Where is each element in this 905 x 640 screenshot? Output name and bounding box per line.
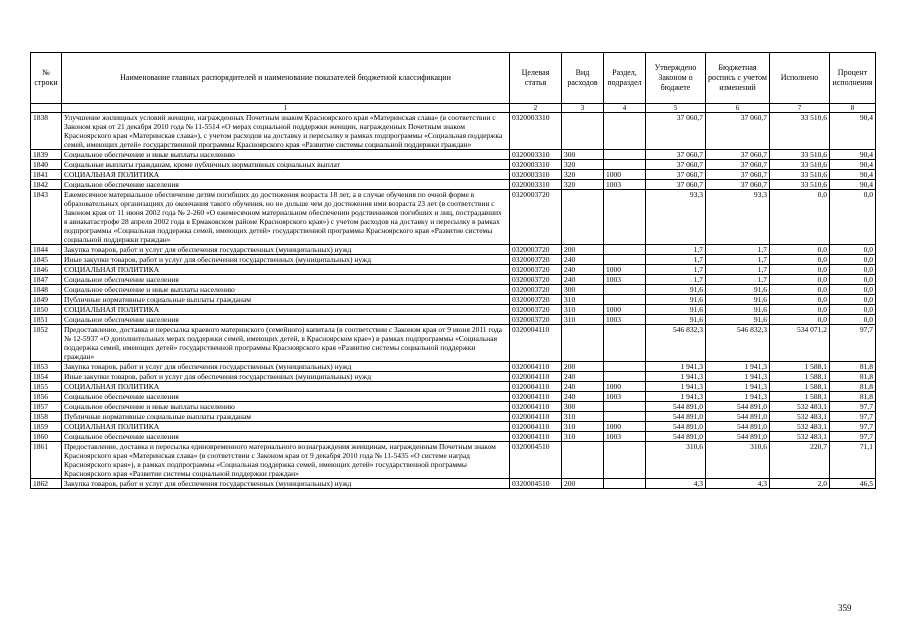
column-number: 4 xyxy=(604,104,646,113)
execution-percent: 0,0 xyxy=(830,285,876,295)
executed-amount: 0,0 xyxy=(770,245,830,255)
roster-amount: 37 060,7 xyxy=(706,180,770,190)
column-number: 7 xyxy=(770,104,830,113)
execution-percent: 0,0 xyxy=(830,275,876,285)
expense-type: 320 xyxy=(562,180,604,190)
executed-amount: 33 510,6 xyxy=(770,170,830,180)
row-name: Социальное обеспечение населения xyxy=(62,275,510,285)
approved-amount: 37 060,7 xyxy=(646,113,706,150)
target-article: 0320003310 xyxy=(510,180,562,190)
expense-type xyxy=(562,113,604,150)
row-name: Улучшение жилищных условий женщин, награжденных Почетным знаком Красноярского края «Материнская слава» (в соответствии с Законом края от 21 декабря 2010 года № 11-5514 «О мерах социальной поддержки женщин, награжденных Почетным знаком Красноярского края «Материнская слава»), с учетом расходов на доставку и пересылку в рамках подпрограммы «Социальная поддержка семей, имеющих детей» государственной программы Красноярского края «Развитие системы социальной поддержки граждан» xyxy=(62,113,510,150)
roster-amount: 544 891,0 xyxy=(706,422,770,432)
table-row xyxy=(31,275,876,285)
section-code xyxy=(604,150,646,160)
row-name: Социальное обеспечение и иные выплаты населению xyxy=(62,285,510,295)
table-row xyxy=(31,150,876,160)
executed-amount: 2,0 xyxy=(770,479,830,489)
table-row xyxy=(31,432,876,442)
section-code: 1003 xyxy=(604,432,646,442)
column-number: 5 xyxy=(646,104,706,113)
executed-amount: 0,0 xyxy=(770,295,830,305)
table-body xyxy=(31,113,876,489)
roster-amount: 91,6 xyxy=(706,285,770,295)
roster-amount: 1 941,3 xyxy=(706,372,770,382)
approved-amount: 310,6 xyxy=(646,442,706,479)
table-row xyxy=(31,362,876,372)
row-number: 1854 xyxy=(31,372,62,382)
roster-amount: 544 891,0 xyxy=(706,402,770,412)
approved-amount: 1 941,3 xyxy=(646,382,706,392)
roster-amount: 1,7 xyxy=(706,245,770,255)
expense-type: 320 xyxy=(562,160,604,170)
row-name: Социальное обеспечение населения xyxy=(62,315,510,325)
roster-amount: 1,7 xyxy=(706,275,770,285)
expense-type: 240 xyxy=(562,392,604,402)
execution-percent: 81,8 xyxy=(830,372,876,382)
approved-amount: 93,3 xyxy=(646,190,706,245)
target-article: 0320003720 xyxy=(510,245,562,255)
executed-amount: 0,0 xyxy=(770,305,830,315)
executed-amount: 220,7 xyxy=(770,442,830,479)
row-number: 1843 xyxy=(31,190,62,245)
row-name: Социальное обеспечение населения xyxy=(62,392,510,402)
roster-amount: 37 060,7 xyxy=(706,150,770,160)
target-article: 0320004110 xyxy=(510,422,562,432)
table-row xyxy=(31,255,876,265)
row-number: 1853 xyxy=(31,362,62,372)
section-code: 1000 xyxy=(604,382,646,392)
row-name: СОЦИАЛЬНАЯ ПОЛИТИКА xyxy=(62,382,510,392)
header-target-article: Целевая статья xyxy=(510,53,562,104)
row-name: СОЦИАЛЬНАЯ ПОЛИТИКА xyxy=(62,265,510,275)
expense-type: 310 xyxy=(562,295,604,305)
expense-type: 310 xyxy=(562,305,604,315)
approved-amount: 544 891,0 xyxy=(646,412,706,422)
table-row xyxy=(31,325,876,362)
roster-amount: 37 060,7 xyxy=(706,170,770,180)
section-code: 1000 xyxy=(604,170,646,180)
header-row-number: № строки xyxy=(31,53,62,104)
approved-amount: 1,7 xyxy=(646,275,706,285)
header-expense-type: Вид расходов xyxy=(562,53,604,104)
execution-percent: 0,0 xyxy=(830,255,876,265)
section-code xyxy=(604,372,646,382)
row-name: СОЦИАЛЬНАЯ ПОЛИТИКА xyxy=(62,305,510,315)
expense-type xyxy=(562,190,604,245)
row-number: 1851 xyxy=(31,315,62,325)
target-article: 0320003720 xyxy=(510,275,562,285)
executed-amount: 0,0 xyxy=(770,255,830,265)
table-row xyxy=(31,305,876,315)
roster-amount: 91,6 xyxy=(706,315,770,325)
target-article: 0320003720 xyxy=(510,315,562,325)
roster-amount: 1 941,3 xyxy=(706,362,770,372)
row-number: 1858 xyxy=(31,412,62,422)
expense-type: 300 xyxy=(562,402,604,412)
approved-amount: 544 891,0 xyxy=(646,432,706,442)
budget-table xyxy=(30,52,876,489)
target-article: 0320003310 xyxy=(510,150,562,160)
expense-type: 240 xyxy=(562,372,604,382)
execution-percent: 0,0 xyxy=(830,295,876,305)
execution-percent: 0,0 xyxy=(830,305,876,315)
table-row xyxy=(31,170,876,180)
row-name: Публичные нормативные социальные выплаты гражданам xyxy=(62,295,510,305)
roster-amount: 93,3 xyxy=(706,190,770,245)
execution-percent: 90,4 xyxy=(830,170,876,180)
section-code: 1000 xyxy=(604,422,646,432)
approved-amount: 91,6 xyxy=(646,315,706,325)
approved-amount: 37 060,7 xyxy=(646,150,706,160)
section-code xyxy=(604,190,646,245)
table-row xyxy=(31,412,876,422)
approved-amount: 91,6 xyxy=(646,285,706,295)
row-number: 1844 xyxy=(31,245,62,255)
roster-amount: 544 891,0 xyxy=(706,432,770,442)
table-row xyxy=(31,442,876,479)
executed-amount: 0,0 xyxy=(770,265,830,275)
expense-type: 320 xyxy=(562,170,604,180)
row-name: Социальное обеспечение и иные выплаты населению xyxy=(62,402,510,412)
roster-amount: 546 832,3 xyxy=(706,325,770,362)
section-code: 1000 xyxy=(604,265,646,275)
approved-amount: 37 060,7 xyxy=(646,170,706,180)
row-number: 1842 xyxy=(31,180,62,190)
roster-amount: 310,6 xyxy=(706,442,770,479)
executed-amount: 33 510,6 xyxy=(770,113,830,150)
header-budget-roster: Бюджетная роспись с учетом изменений xyxy=(706,53,770,104)
row-name: Социальные выплаты гражданам, кроме публичных нормативных социальных выплат xyxy=(62,160,510,170)
approved-amount: 1,7 xyxy=(646,245,706,255)
row-number: 1862 xyxy=(31,479,62,489)
roster-amount: 91,6 xyxy=(706,305,770,315)
roster-amount: 1 941,3 xyxy=(706,392,770,402)
row-name: Публичные нормативные социальные выплаты гражданам xyxy=(62,412,510,422)
expense-type: 240 xyxy=(562,255,604,265)
expense-type: 310 xyxy=(562,422,604,432)
row-name: Закупка товаров, работ и услуг для обеспечения государственных (муниципальных) нужд xyxy=(62,245,510,255)
row-name: Иные закупки товаров, работ и услуг для обеспечения государственных (муниципальных) нужд xyxy=(62,255,510,265)
column-number: 6 xyxy=(706,104,770,113)
execution-percent: 90,4 xyxy=(830,113,876,150)
executed-amount: 1 588,1 xyxy=(770,392,830,402)
approved-amount: 1,7 xyxy=(646,265,706,275)
header-approved: Утверждено Законом о бюджете xyxy=(646,53,706,104)
table-row xyxy=(31,422,876,432)
table-row xyxy=(31,180,876,190)
row-number: 1840 xyxy=(31,160,62,170)
header-name: Наименование главных распорядителей и наименование показателей бюджетной классификации xyxy=(62,53,510,104)
expense-type: 300 xyxy=(562,150,604,160)
target-article: 0320004110 xyxy=(510,325,562,362)
row-number: 1847 xyxy=(31,275,62,285)
table-row xyxy=(31,285,876,295)
table-row xyxy=(31,245,876,255)
execution-percent: 97,7 xyxy=(830,432,876,442)
executed-amount: 1 588,1 xyxy=(770,362,830,372)
header-executed: Исполнено xyxy=(770,53,830,104)
expense-type: 240 xyxy=(562,275,604,285)
approved-amount: 1,7 xyxy=(646,255,706,265)
row-number: 1845 xyxy=(31,255,62,265)
target-article: 0320003720 xyxy=(510,285,562,295)
executed-amount: 1 588,1 xyxy=(770,382,830,392)
row-number: 1856 xyxy=(31,392,62,402)
column-number: 8 xyxy=(830,104,876,113)
target-article: 0320003310 xyxy=(510,160,562,170)
row-number: 1841 xyxy=(31,170,62,180)
target-article: 0320004510 xyxy=(510,442,562,479)
row-number: 1860 xyxy=(31,432,62,442)
target-article: 0320003720 xyxy=(510,255,562,265)
section-code xyxy=(604,479,646,489)
page-number: 359 xyxy=(838,603,852,613)
approved-amount: 1 941,3 xyxy=(646,372,706,382)
execution-percent: 81,8 xyxy=(830,362,876,372)
executed-amount: 33 510,6 xyxy=(770,150,830,160)
table-row xyxy=(31,479,876,489)
header-percent: Процент исполнения xyxy=(830,53,876,104)
row-name: Предоставление, доставка и пересылка краевого материнского (семейного) капитала (в соответствии с Законом края от 9 июня 2011 года № 12-5937 «О дополнительных мерах поддержки семей, имеющих детей, в Красноярском крае») в рамках подпрограммы «Социальная поддержка семей, имеющих детей» государственной программы Красноярского края «Развитие системы социальной поддержки граждан» xyxy=(62,325,510,362)
section-code xyxy=(604,442,646,479)
expense-type: 300 xyxy=(562,285,604,295)
table-row xyxy=(31,402,876,412)
section-code: 1003 xyxy=(604,180,646,190)
target-article: 0320004110 xyxy=(510,392,562,402)
approved-amount: 544 891,0 xyxy=(646,422,706,432)
execution-percent: 71,1 xyxy=(830,442,876,479)
row-number: 1839 xyxy=(31,150,62,160)
target-article: 0320003310 xyxy=(510,113,562,150)
executed-amount: 532 483,1 xyxy=(770,422,830,432)
roster-amount: 1,7 xyxy=(706,255,770,265)
row-number: 1857 xyxy=(31,402,62,412)
row-name: Предоставление, доставка и пересылка единовременного материального вознаграждения женщинам, награжденным Почетным знаком Красноярского края «Материнская слава» (в соответствии с Законом края от 9 декабря 2010 года № 11-5435 «О системе наград Красноярского края»), в рамках подпрограммы «Социальная поддержка семей, имеющих детей» государственной программы Красноярского края «Развитие системы социальной поддержки граждан» xyxy=(62,442,510,479)
executed-amount: 33 510,6 xyxy=(770,180,830,190)
row-name: Закупка товаров, работ и услуг для обеспечения государственных (муниципальных) нужд xyxy=(62,479,510,489)
roster-amount: 4,3 xyxy=(706,479,770,489)
table-row xyxy=(31,113,876,150)
expense-type: 200 xyxy=(562,245,604,255)
row-name: Социальное обеспечение населения xyxy=(62,432,510,442)
approved-amount: 37 060,7 xyxy=(646,180,706,190)
roster-amount: 1 941,3 xyxy=(706,382,770,392)
row-number: 1855 xyxy=(31,382,62,392)
table-row xyxy=(31,160,876,170)
row-name: СОЦИАЛЬНАЯ ПОЛИТИКА xyxy=(62,170,510,180)
execution-percent: 97,7 xyxy=(830,422,876,432)
target-article: 0320004110 xyxy=(510,362,562,372)
header-section: Раздел, подраздел xyxy=(604,53,646,104)
column-number-row xyxy=(31,104,876,113)
execution-percent: 81,8 xyxy=(830,382,876,392)
execution-percent: 90,4 xyxy=(830,150,876,160)
expense-type: 240 xyxy=(562,265,604,275)
execution-percent: 0,0 xyxy=(830,265,876,275)
approved-amount: 91,6 xyxy=(646,295,706,305)
row-name: Закупка товаров, работ и услуг для обеспечения государственных (муниципальных) нужд xyxy=(62,362,510,372)
section-code xyxy=(604,325,646,362)
section-code xyxy=(604,402,646,412)
approved-amount: 544 891,0 xyxy=(646,402,706,412)
row-number: 1859 xyxy=(31,422,62,432)
executed-amount: 534 071,2 xyxy=(770,325,830,362)
roster-amount: 544 891,0 xyxy=(706,412,770,422)
execution-percent: 0,0 xyxy=(830,315,876,325)
section-code: 1003 xyxy=(604,275,646,285)
execution-percent: 0,0 xyxy=(830,190,876,245)
executed-amount: 0,0 xyxy=(770,275,830,285)
table-row xyxy=(31,372,876,382)
target-article: 0320004110 xyxy=(510,432,562,442)
approved-amount: 91,6 xyxy=(646,305,706,315)
row-number: 1849 xyxy=(31,295,62,305)
executed-amount: 0,0 xyxy=(770,315,830,325)
row-number: 1848 xyxy=(31,285,62,295)
table-row xyxy=(31,382,876,392)
row-name: СОЦИАЛЬНАЯ ПОЛИТИКА xyxy=(62,422,510,432)
executed-amount: 1 588,1 xyxy=(770,372,830,382)
column-number: 3 xyxy=(562,104,604,113)
table-row xyxy=(31,190,876,245)
expense-type: 310 xyxy=(562,432,604,442)
row-number: 1861 xyxy=(31,442,62,479)
row-number: 1852 xyxy=(31,325,62,362)
section-code: 1003 xyxy=(604,315,646,325)
table-row xyxy=(31,315,876,325)
executed-amount: 0,0 xyxy=(770,190,830,245)
section-code xyxy=(604,362,646,372)
expense-type: 310 xyxy=(562,315,604,325)
row-name: Социальное обеспечение населения xyxy=(62,180,510,190)
table-row xyxy=(31,265,876,275)
approved-amount: 4,3 xyxy=(646,479,706,489)
section-code xyxy=(604,295,646,305)
approved-amount: 1 941,3 xyxy=(646,392,706,402)
executed-amount: 532 483,1 xyxy=(770,412,830,422)
target-article: 0320004110 xyxy=(510,372,562,382)
target-article: 0320003310 xyxy=(510,170,562,180)
column-number xyxy=(31,104,62,113)
target-article: 0320004110 xyxy=(510,382,562,392)
target-article: 0320004510 xyxy=(510,479,562,489)
expense-type: 240 xyxy=(562,382,604,392)
approved-amount: 1 941,3 xyxy=(646,362,706,372)
execution-percent: 0,0 xyxy=(830,245,876,255)
column-number: 1 xyxy=(62,104,510,113)
target-article: 0320003720 xyxy=(510,305,562,315)
approved-amount: 546 832,3 xyxy=(646,325,706,362)
table-row xyxy=(31,392,876,402)
execution-percent: 97,7 xyxy=(830,325,876,362)
column-number: 2 xyxy=(510,104,562,113)
roster-amount: 1,7 xyxy=(706,265,770,275)
row-number: 1850 xyxy=(31,305,62,315)
target-article: 0320003720 xyxy=(510,190,562,245)
execution-percent: 90,4 xyxy=(830,180,876,190)
execution-percent: 46,5 xyxy=(830,479,876,489)
header-row xyxy=(31,53,876,104)
target-article: 0320003720 xyxy=(510,265,562,275)
row-number: 1846 xyxy=(31,265,62,275)
target-article: 0320004110 xyxy=(510,402,562,412)
section-code xyxy=(604,255,646,265)
table-row xyxy=(31,295,876,305)
roster-amount: 37 060,7 xyxy=(706,113,770,150)
executed-amount: 33 510,6 xyxy=(770,160,830,170)
execution-percent: 97,7 xyxy=(830,412,876,422)
section-code: 1003 xyxy=(604,392,646,402)
expense-type: 200 xyxy=(562,362,604,372)
section-code: 1000 xyxy=(604,305,646,315)
roster-amount: 37 060,7 xyxy=(706,160,770,170)
executed-amount: 532 483,1 xyxy=(770,432,830,442)
roster-amount: 91,6 xyxy=(706,295,770,305)
target-article: 0320004110 xyxy=(510,412,562,422)
execution-percent: 97,7 xyxy=(830,402,876,412)
expense-type xyxy=(562,325,604,362)
row-number: 1838 xyxy=(31,113,62,150)
section-code xyxy=(604,412,646,422)
executed-amount: 532 483,1 xyxy=(770,402,830,412)
expense-type xyxy=(562,442,604,479)
approved-amount: 37 060,7 xyxy=(646,160,706,170)
section-code xyxy=(604,113,646,150)
section-code xyxy=(604,285,646,295)
execution-percent: 90,4 xyxy=(830,160,876,170)
expense-type: 200 xyxy=(562,479,604,489)
execution-percent: 81,8 xyxy=(830,392,876,402)
executed-amount: 0,0 xyxy=(770,285,830,295)
expense-type: 310 xyxy=(562,412,604,422)
row-name: Социальное обеспечение и иные выплаты населению xyxy=(62,150,510,160)
section-code xyxy=(604,160,646,170)
target-article: 0320003720 xyxy=(510,295,562,305)
row-name: Иные закупки товаров, работ и услуг для обеспечения государственных (муниципальных) нужд xyxy=(62,372,510,382)
row-name: Ежемесячное материальное обеспечение детям погибших до достижения возраста 18 лет, а в случае обучения по очной форме в образовательных организациях до окончания такого обучения, но не дольше чем до достижения ими возраста 23 лет (в соответствии с Законом края от 11 июня 2002 года № 2-260 «О ежемесячном материальном обеспечении родственников погибших и лиц, пострадавших в авиакатастрофе 28 апреля 2002 года в Ермаковском районе Красноярского края») с учетом расходов на доставку и пересылку в рамках подпрограммы «Социальная поддержка семей, имеющих детей» государственной программы Красноярского края «Развитие системы социальной поддержки граждан» xyxy=(62,190,510,245)
section-code xyxy=(604,245,646,255)
